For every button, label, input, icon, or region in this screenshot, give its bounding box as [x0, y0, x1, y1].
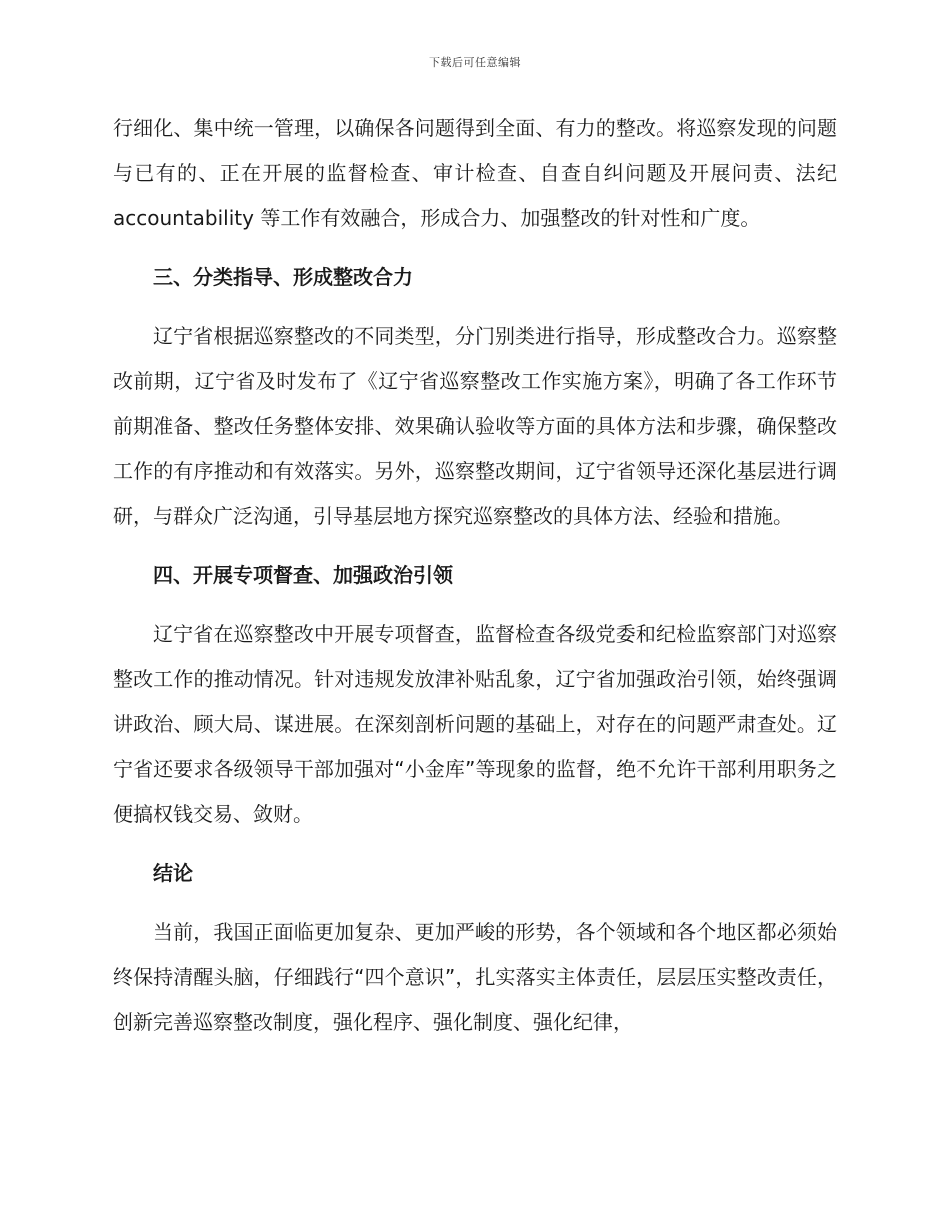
paragraph-conclusion: 当前，我国正面临更加复杂、更加严峻的形势，各个领域和各个地区都必须始终保持清醒头脑，仔细践行“四个意识”，扎实落实主体责任，层层压实整改责任，创新完善巡察整改制度，强化程序、强化制度、强化纪律， — [113, 920, 837, 1034]
paragraph-section-3: 辽宁省根据巡察整改的不同类型，分门别类进行指导，形成整改合力。巡察整改前期，辽宁省及时发布了《辽宁省巡察整改工作实施方案》，明确了各工作环节前期准备、整改任务整体安排、效果确认验收等方面的具体方法和步骤，确保整改工作的有序推动和有效落实。另外，巡察整改期间，辽宁省领导还深化基层进行调研，与群众广泛沟通，引导基层地方探究巡察整改的具体方法、经验和措施。 — [113, 324, 837, 528]
conclusion-heading: 结论 — [153, 861, 193, 885]
document-body — [113, 106, 837, 1059]
paragraph-section-4: 辽宁省在巡察整改中开展专项督查，监督检查各级党委和纪检监察部门对巡察整改工作的推动情况。针对违规发放津补贴乱象，辽宁省加强政治引领，始终强调讲政治、顾大局、谋进展。在深刻剖析问题的基础上，对存在的问题严肃查处。辽宁省还要求各级领导干部加强对“小金库”等现象的监督，绝不允许干部利用职务之便搞权钱交易、敛财。 — [113, 622, 837, 826]
section-heading-4: 四、开展专项督查、加强政治引领 — [153, 563, 453, 587]
page-header: 下载后可任意编辑 — [429, 56, 521, 69]
paragraph-continuation: 行细化、集中统一管理，以确保各问题得到全面、有力的整改。将巡察发现的问题与已有的、正在开展的监督检查、审计检查、自查自纠问题及开展问责、法纪 accountability 等工作有效融合，形成合力、加强整改的针对性和广度。 — [113, 116, 837, 230]
section-heading-3: 三、分类指导、形成整改合力 — [153, 265, 413, 289]
